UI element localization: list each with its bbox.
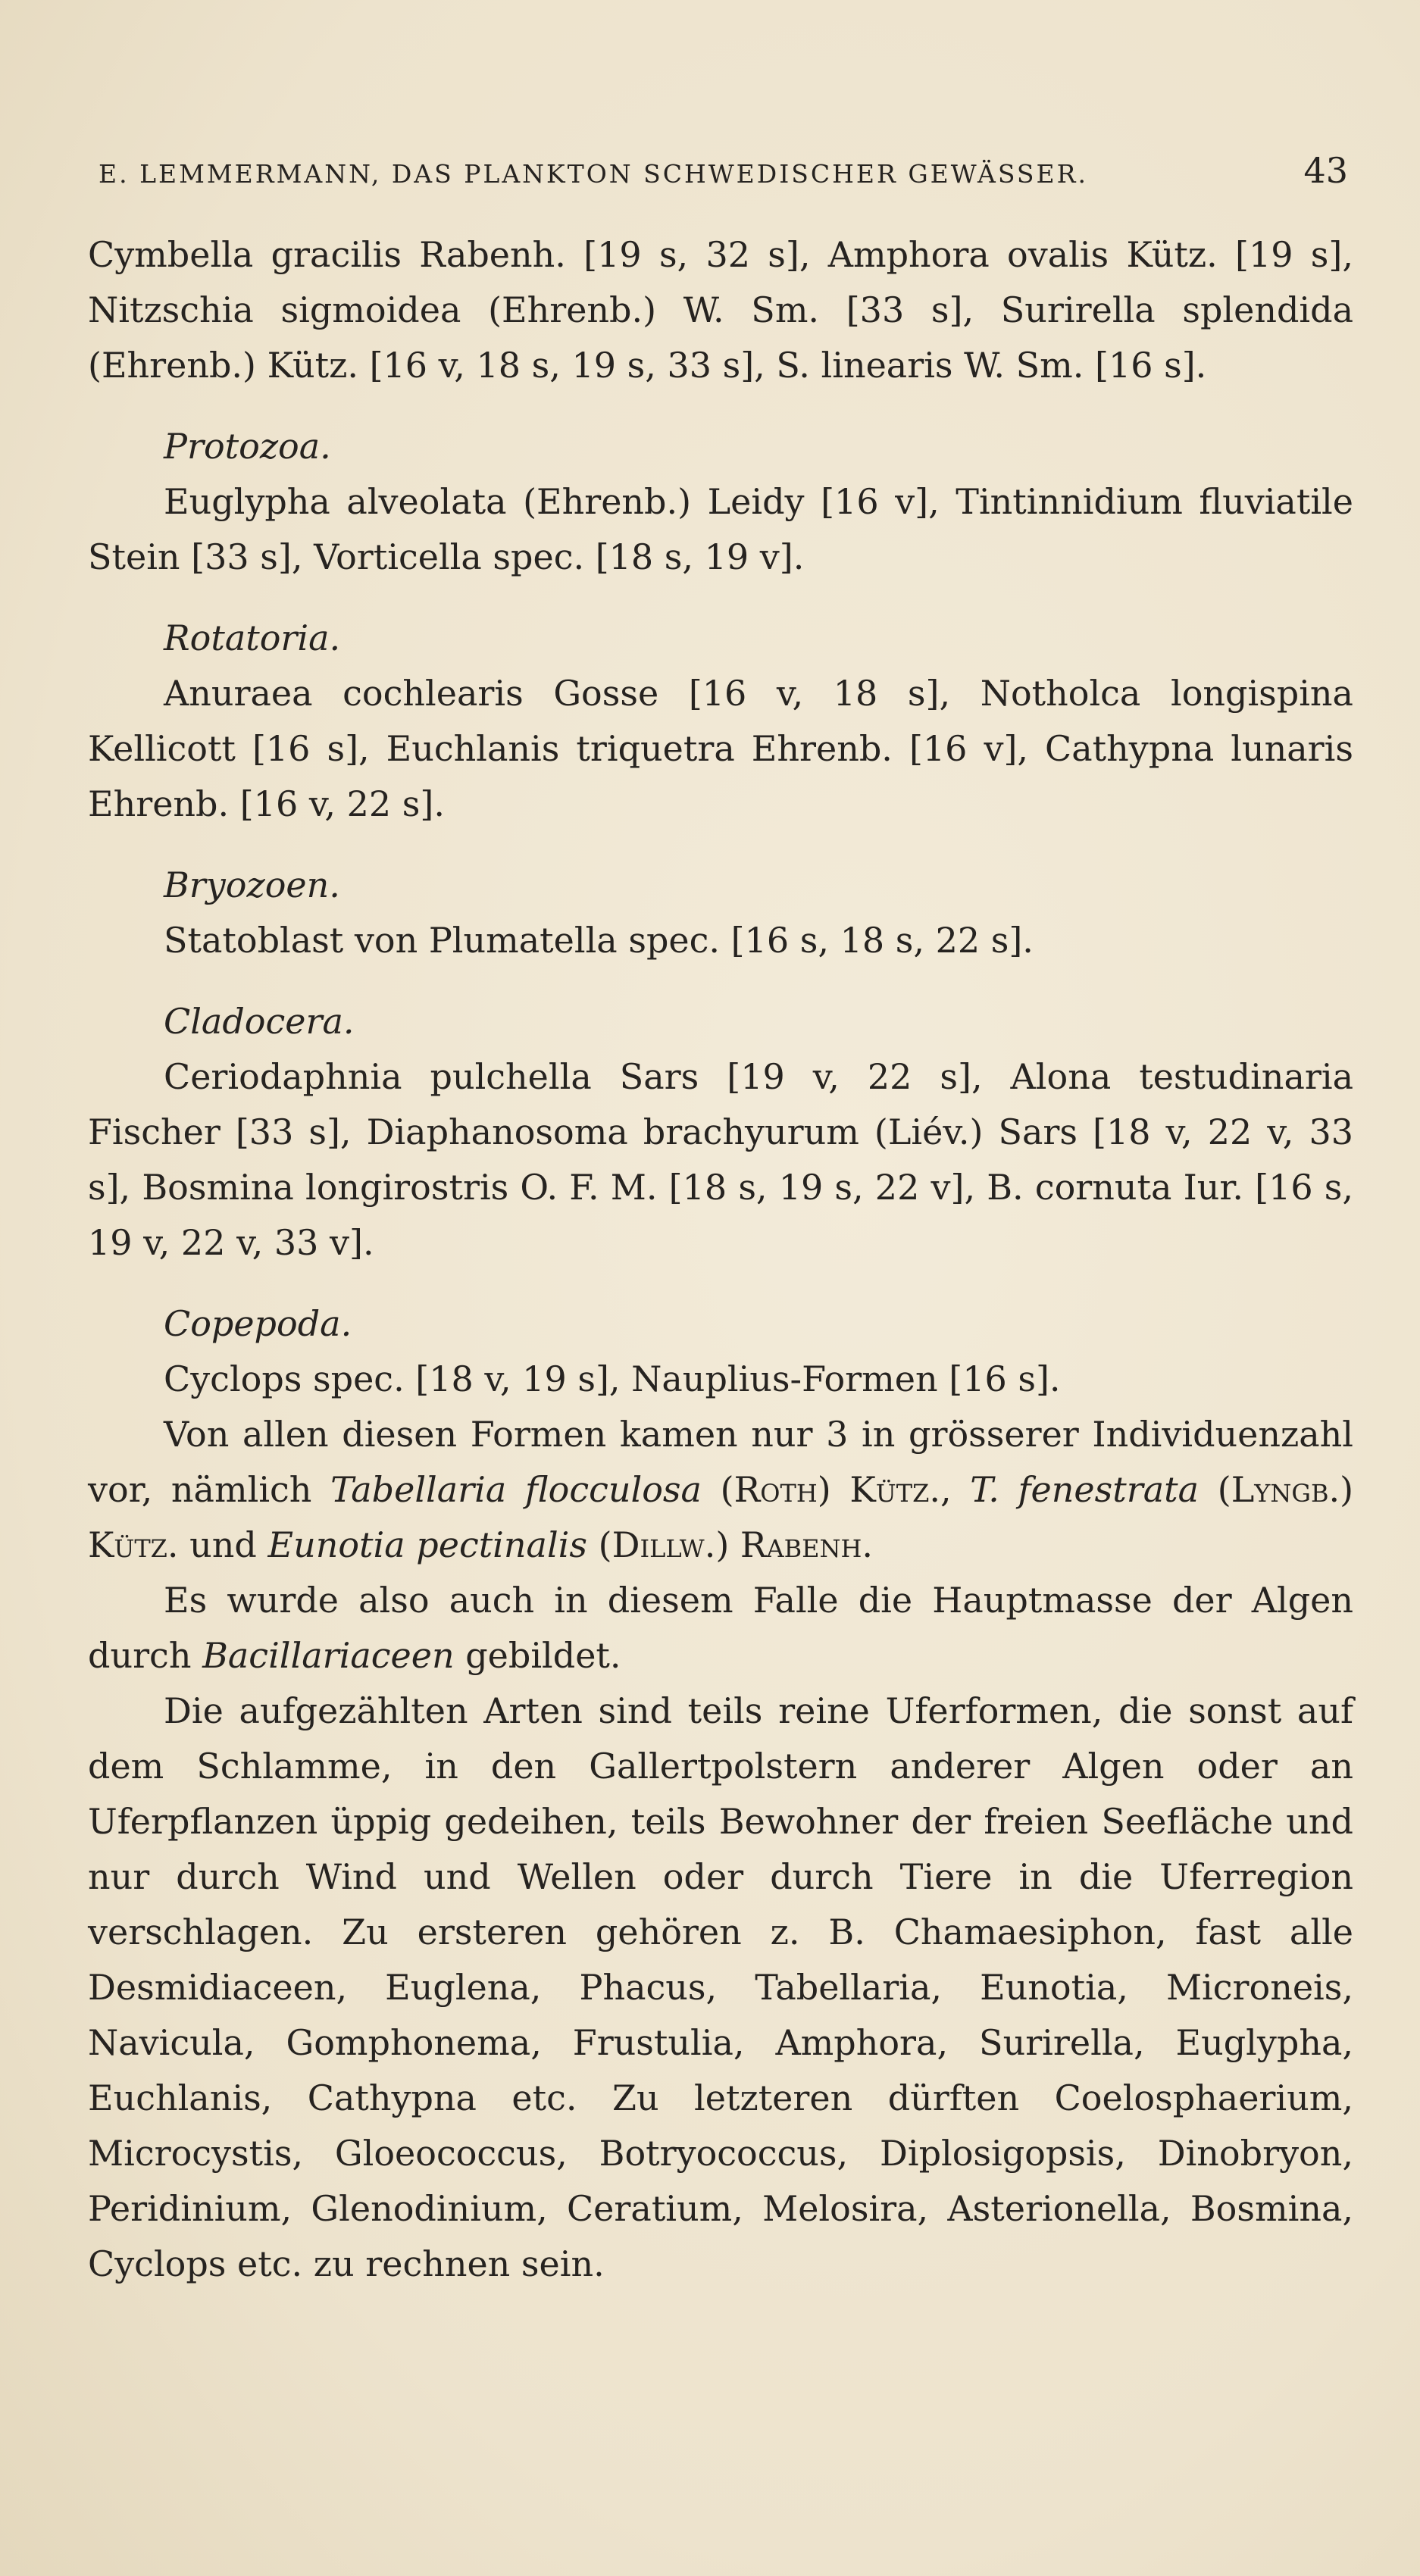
text-run: (: [598, 1524, 612, 1565]
taxon-tabellaria-flocculosa: Tabellaria flocculosa: [330, 1469, 702, 1510]
paragraph-main-mass: [88, 1573, 1353, 1683]
taxon-bacillariaceen: Bacillariaceen: [202, 1635, 455, 1676]
author-roth: Roth: [733, 1469, 818, 1510]
text-run: ): [1340, 1469, 1354, 1510]
text-run: gebildet.: [465, 1635, 621, 1676]
section-heading-bryozoen: Bryozoen.: [164, 864, 340, 905]
text-run: ): [715, 1524, 740, 1565]
author-kutz: Kütz.: [88, 1524, 179, 1565]
section-text-cladocera: Ceriodaphnia pulchella Sars [19 v, 22 s], Alona testudinaria Fischer [33 s], Diaphanosoma brachyurum (Liév.) Sars [18 v, 22 v, 33 s], Bosmina longirostris O. F. M. [18 s, 19 s, 22 v], B. cornuta Iur. [16 s, 19 v, 22 v, 33 v].: [88, 1056, 1353, 1263]
section-text-bryozoen: Statoblast von Plumatella spec. [16 s, 18 s, 22 s].: [164, 920, 1034, 961]
section-heading-protozoa: Protozoa.: [164, 426, 331, 467]
section-heading-rotatoria: Rotatoria.: [164, 617, 341, 658]
intro-paragraph: Cymbella gracilis Rabenh. [19 s, 32 s], Amphora ovalis Kütz. [19 s], Nitzschia sigmoidea (Ehrenb.) W. Sm. [33 s], Surirella splendida (Ehrenb.) Kütz. [16 v, 18 s, 19 s, 33 s], S. linearis W. Sm. [16 s].: [88, 234, 1353, 386]
section-text-rotatoria: Anuraea cochlearis Gosse [16 v, 18 s], Notholca longispina Kellicott [16 s], Euchlanis triquetra Ehrenb. [16 v], Cathypna lunaris Ehrenb. [16 v, 22 s].: [88, 673, 1353, 824]
text-run: und: [189, 1524, 257, 1565]
page-body: [88, 227, 1353, 2292]
text-run: (: [1217, 1469, 1231, 1510]
author-dillw: Dillw.: [611, 1524, 716, 1565]
text-run: ): [817, 1469, 850, 1510]
text-run: ,: [940, 1469, 952, 1510]
section-heading-copepoda: Copepoda.: [164, 1303, 352, 1344]
page-header: [99, 150, 1348, 195]
author-lyngb: Lyngb.: [1231, 1469, 1340, 1510]
taxon-t-fenestrata: T. fenestrata: [970, 1469, 1199, 1510]
text-run: Es wurde also auch in diesem Falle die Hauptmasse der Algen durch: [88, 1580, 1353, 1676]
paragraph-species-origin: Die aufgezählten Arten sind teils reine Uferformen, die sonst auf dem Schlamme, in den Gallertpolstern anderer Algen oder an Uferpflanzen üppig gedeihen, teils Bewohner der freien Seefläche und nur durch Wind und Wellen oder durch Tiere in die Uferregion verschlagen. Zu ersteren gehören z. B. Chamaesiphon, fast alle Desmidiaceen, Euglena, Phacus, Tabellaria, Eunotia, Microneis, Navicula, Gomphonema, Frustulia, Amphora, Surirella, Euglypha, Euchlanis, Cathypna etc. Zu letzteren dürften Coelosphaerium, Microcystis, Gloeococcus, Botryococcus, Diplosigopsis, Dinobryon, Peridinium, Glenodinium, Ceratium, Melosira, Asterionella, Bosmina, Cyclops etc. zu rechnen sein.: [88, 1690, 1353, 2284]
text-run: (: [720, 1469, 734, 1510]
page-number: 43: [1303, 150, 1348, 191]
text-run: Von allen diesen Formen kamen nur 3 in grösserer Individuenzahl vor, nämlich: [88, 1414, 1353, 1510]
paragraph-dominant-forms: [88, 1407, 1353, 1573]
author-kutz: Kütz.: [849, 1469, 940, 1510]
section-text-protozoa: Euglypha alveolata (Ehrenb.) Leidy [16 v], Tintinnidium fluviatile Stein [33 s], Vorticella spec. [18 s, 19 v].: [88, 481, 1353, 577]
running-title: E. LEMMERMANN, DAS PLANKTON SCHWEDISCHER GEWÄSSER.: [99, 159, 1088, 189]
taxon-eunotia-pectinalis: Eunotia pectinalis: [267, 1524, 587, 1565]
section-text-copepoda: Cyclops spec. [18 v, 19 s], Nauplius-Formen [16 s].: [164, 1358, 1061, 1399]
section-heading-cladocera: Cladocera.: [164, 1001, 355, 1042]
author-rabenh: Rabenh.: [740, 1524, 874, 1565]
